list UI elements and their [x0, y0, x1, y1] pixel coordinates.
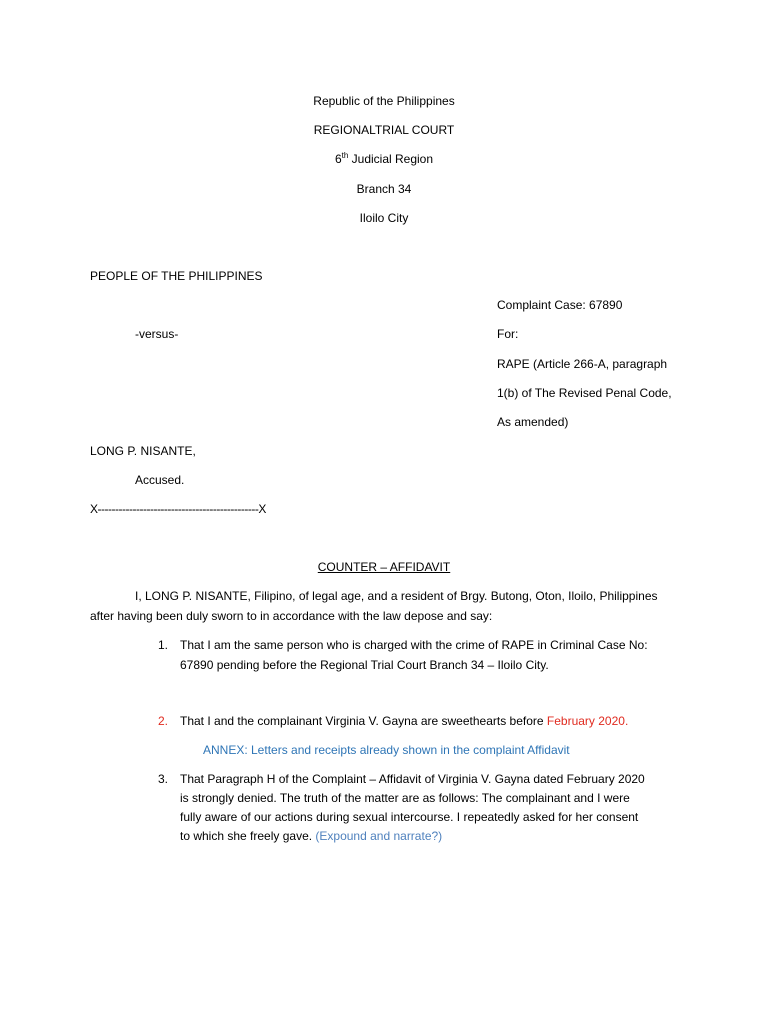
- item-1-number: 1.: [158, 638, 169, 652]
- item-3-editor-note: (Expound and narrate?): [315, 829, 443, 843]
- header-court: REGIONALTRIAL COURT: [313, 123, 455, 137]
- header-city: Iloilo City: [359, 211, 409, 225]
- item-3-line-1: That Paragraph H of the Complaint – Affidavit of Virginia V. Gayna dated February 2020: [180, 772, 645, 786]
- intro-line-1: I, LONG P. NISANTE, Filipino, of legal age, and a resident of Brgy. Butong, Oton, Iloilo, Philippines: [135, 589, 658, 603]
- caption-accused-name: LONG P. NISANTE,: [90, 444, 196, 458]
- annex-note: ANNEX: Letters and receipts already shown in the complaint Affidavit: [203, 743, 570, 757]
- item-1-line-2: 67890 pending before the Regional Trial Court Branch 34 – Iloilo City.: [180, 658, 549, 672]
- header-region-number: 6: [334, 152, 342, 166]
- caption-versus: -versus-: [135, 327, 179, 341]
- document-title: COUNTER – AFFIDAVIT: [317, 560, 451, 574]
- caption-plaintiff: PEOPLE OF THE PHILIPPINES: [90, 269, 263, 283]
- item-2-date-highlight: February 2020.: [546, 714, 629, 728]
- item-3-line-3: fully aware of our actions during sexual intercourse. I repeatedly asked for her consent: [180, 810, 639, 824]
- header-branch: Branch 34: [356, 182, 412, 196]
- caption-accused-label: Accused.: [135, 473, 185, 487]
- item-3-line-4: [180, 828, 442, 844]
- item-3-number: 3.: [158, 772, 169, 786]
- caption-case-number: Complaint Case: 67890: [497, 298, 623, 312]
- header-region-text: Judicial Region: [348, 152, 434, 166]
- caption-charge-line-1: RAPE (Article 266-A, paragraph: [497, 357, 668, 371]
- item-2-number: 2.: [158, 714, 169, 728]
- header-republic: Republic of the Philippines: [313, 94, 455, 108]
- item-2-body: That I and the complainant Virginia V. Gayna are sweethearts before: [180, 714, 547, 728]
- item-1-line-1: That I am the same person who is charged with the crime of RAPE in Criminal Case No:: [180, 638, 648, 652]
- caption-charge-line-2: 1(b) of The Revised Penal Code,: [497, 386, 672, 400]
- header-region: [0, 151, 768, 167]
- caption-charge-line-3: As amended): [497, 415, 569, 429]
- item-3-line-2: is strongly denied. The truth of the matter are as follows: The complainant and I were: [180, 791, 630, 805]
- caption-separator: X----------------------------------------------X: [90, 502, 266, 516]
- header-region-suffix: th: [341, 151, 349, 160]
- intro-line-2: after having been duly sworn to in accordance with the law depose and say:: [90, 609, 493, 623]
- item-3-body-end: to which she freely gave.: [180, 829, 316, 843]
- caption-for-label: For:: [497, 327, 519, 341]
- item-2-text: [180, 713, 628, 729]
